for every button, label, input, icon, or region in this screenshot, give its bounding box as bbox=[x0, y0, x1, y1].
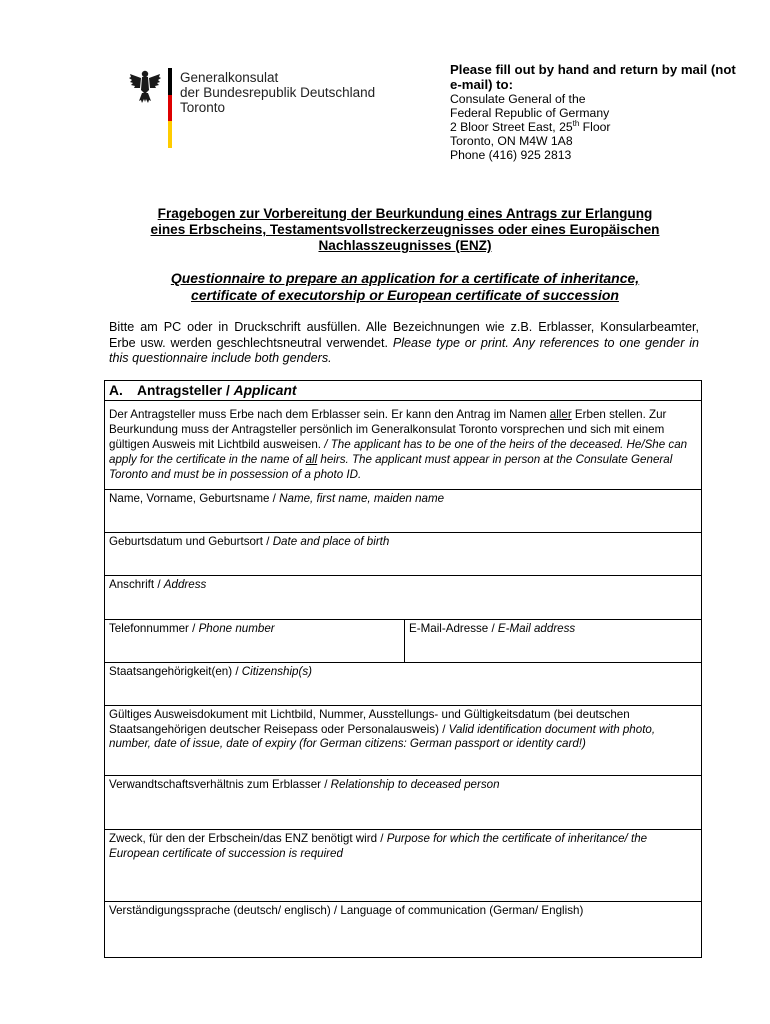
german-title: Fragebogen zur Vorbereitung der Beurkundung eines Antrags zur Erlangung eines Erbscheins, Testamentsvollstreckerzeugnisses oder eines Europäischen Nachlasszeugnisses (ENZ) bbox=[150, 206, 660, 253]
flag-bar bbox=[168, 68, 172, 148]
logo-line: Toronto bbox=[180, 100, 226, 115]
purpose-field[interactable]: Zweck, für den der Erbschein/das ENZ benötigt wird / Purpose for which the certificate of inheritance/ the European certificate of succession is required bbox=[105, 830, 701, 902]
address-line: Consulate General of the bbox=[450, 92, 586, 106]
citizenship-field[interactable]: Staatsangehörigkeit(en) / Citizenship(s) bbox=[105, 663, 701, 706]
email-field[interactable]: E-Mail-Adresse / E-Mail address bbox=[404, 620, 701, 662]
address-line: Phone (416) 925 2813 bbox=[450, 148, 572, 162]
consulate-logo bbox=[128, 66, 378, 150]
english-title: Questionnaire to prepare an application for a certificate of inheritance, certificate of executorship or European certificate of succession bbox=[170, 270, 640, 303]
section-a-heading: A. Antragsteller / Applicant bbox=[105, 381, 701, 401]
intro-german: Bitte am PC oder in Druckschrift ausfüllen. Alle Bezeichnungen wie z.B. Erblasser, Konsularbeamter, Erbe usw. werden geschlechtsneutral verwendet. bbox=[109, 320, 699, 350]
logo-line: Generalkonsulat bbox=[180, 70, 279, 85]
section-a-description: Der Antragsteller muss Erbe nach dem Erblasser sein. Er kann den Antrag im Namen aller Erben stellen. Zur Beurkundung muss der Antragsteller persönlich im Generalkonsulat Toronto vorsprechen und sich mit einem gültigen Ausweis mit Lichtbild ausweisen. / The applicant has to be one of the heirs of the deceased. He/She can apply for the certificate in the name of all heirs. The applicant must appear in person at the Consulate General Toronto and must be in possession of a photo ID. bbox=[105, 401, 701, 490]
logo-line: der Bundesrepublik Deutschland bbox=[180, 85, 376, 100]
contact-row bbox=[105, 620, 701, 663]
address-line: Federal Republic of Germany bbox=[450, 106, 610, 120]
intro-english: Please type or print. Any references to one gender in this questionnaire include both genders. bbox=[109, 335, 700, 365]
relationship-field[interactable]: Verwandtschaftsverhältnis zum Erblasser / Relationship to deceased person bbox=[105, 776, 701, 830]
language-field[interactable]: Verständigungssprache (deutsch/ englisch) / Language of communication (German/ English) bbox=[109, 904, 584, 917]
return-instruction: Please fill out by hand and return by mail (not e-mail) to: bbox=[450, 62, 736, 92]
id-document-field[interactable]: Gültiges Ausweisdokument mit Lichtbild, Nummer, Ausstellungs- und Gültigkeitsdatum (bei deutschen Staatsangehörigen deutscher Reisepass oder Personalausweis) / Valid identification document with photo, number, date of issue, date of expiry (for German citizens: German passport or identity card!) bbox=[105, 706, 701, 776]
name-field[interactable]: Name, Vorname, Geburtsname / Name, first name, maiden name bbox=[105, 490, 701, 533]
phone-field[interactable]: Telefonnummer / Phone number bbox=[109, 622, 275, 635]
address-field[interactable]: Anschrift / Address bbox=[105, 576, 701, 620]
address-line: Toronto, ON M4W 1A8 bbox=[450, 134, 573, 148]
return-address bbox=[450, 62, 750, 162]
intro-text bbox=[109, 320, 699, 367]
applicant-section bbox=[104, 380, 702, 958]
address-line: 2 Bloor Street East, 25th Floor bbox=[450, 118, 611, 134]
logo-text bbox=[180, 70, 375, 115]
federal-eagle-icon bbox=[128, 68, 162, 104]
birth-field[interactable]: Geburtsdatum und Geburtsort / Date and place of birth bbox=[105, 533, 701, 576]
